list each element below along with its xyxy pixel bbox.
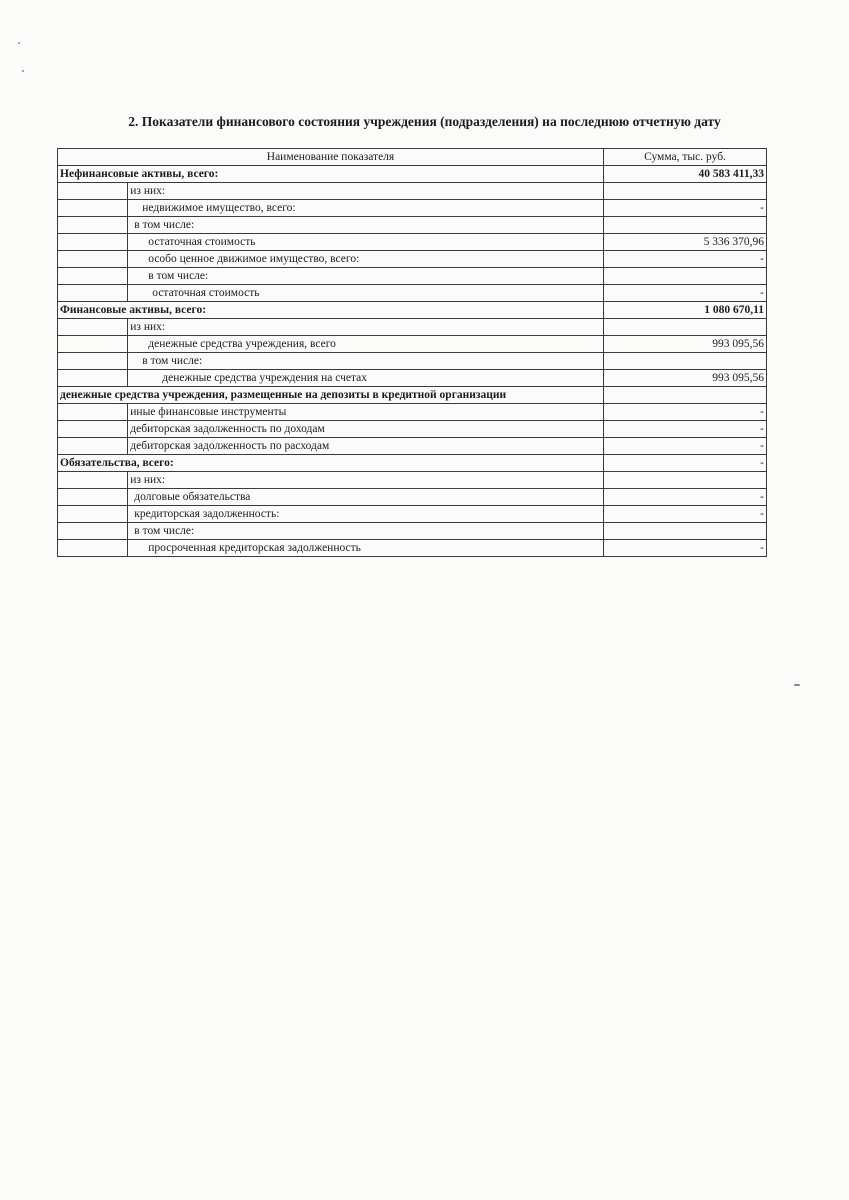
- scan-speck: [794, 684, 800, 686]
- table-row: [58, 183, 767, 200]
- row-value: -: [604, 404, 767, 421]
- table-row: [58, 234, 767, 251]
- row-name: долговые обязательства: [128, 489, 604, 506]
- table-row: [58, 217, 767, 234]
- row-code-cell: [58, 285, 128, 302]
- row-name: из них:: [128, 319, 604, 336]
- table-row: [58, 540, 767, 557]
- row-code-cell: [58, 183, 128, 200]
- table-row: [58, 285, 767, 302]
- row-name: денежные средства учреждения, всего: [128, 336, 604, 353]
- row-code-cell: [58, 421, 128, 438]
- table-row: [58, 489, 767, 506]
- table-row: [58, 506, 767, 523]
- row-name: Нефинансовые активы, всего:: [58, 166, 604, 183]
- row-value: [604, 319, 767, 336]
- row-value: -: [604, 455, 767, 472]
- table-row: [58, 472, 767, 489]
- row-value: 1 080 670,11: [604, 302, 767, 319]
- row-code-cell: [58, 540, 128, 557]
- row-code-cell: [58, 353, 128, 370]
- table-row: [58, 404, 767, 421]
- row-value: -: [604, 421, 767, 438]
- header-sum: Сумма, тыс. руб.: [604, 149, 767, 166]
- row-value: [604, 217, 767, 234]
- row-name: просроченная кредиторская задолженность: [128, 540, 604, 557]
- row-value: -: [604, 438, 767, 455]
- row-name: из них:: [128, 472, 604, 489]
- row-name: в том числе:: [128, 353, 604, 370]
- row-name: денежные средства учреждения на счетах: [128, 370, 604, 387]
- row-name: кредиторская задолженность:: [128, 506, 604, 523]
- row-code-cell: [58, 523, 128, 540]
- row-code-cell: [58, 438, 128, 455]
- row-name: в том числе:: [128, 523, 604, 540]
- row-name: Обязательства, всего:: [58, 455, 604, 472]
- row-value: -: [604, 540, 767, 557]
- table-header-row: [58, 149, 767, 166]
- row-value: -: [604, 285, 767, 302]
- row-value: 993 095,56: [604, 370, 767, 387]
- table-row: [58, 319, 767, 336]
- row-code-cell: [58, 472, 128, 489]
- row-name: в том числе:: [128, 217, 604, 234]
- row-value: -: [604, 251, 767, 268]
- table-row: [58, 421, 767, 438]
- row-value: -: [604, 489, 767, 506]
- row-value: -: [604, 506, 767, 523]
- row-value: [604, 353, 767, 370]
- row-value: 993 095,56: [604, 336, 767, 353]
- page-title: 2. Показатели финансового состояния учреждения (подразделения) на последнюю отчетную дату: [128, 114, 721, 129]
- row-code-cell: [58, 319, 128, 336]
- row-value: [604, 387, 767, 404]
- table-row: [58, 302, 767, 319]
- header-indicator-name: Наименование показателя: [58, 149, 604, 166]
- table-row: [58, 523, 767, 540]
- table-row: [58, 455, 767, 472]
- row-value: 40 583 411,33: [604, 166, 767, 183]
- row-code-cell: [58, 506, 128, 523]
- row-code-cell: [58, 200, 128, 217]
- row-name: денежные средства учреждения, размещенные на депозиты в кредитной организации: [58, 387, 604, 404]
- row-value: 5 336 370,96: [604, 234, 767, 251]
- table-row: [58, 353, 767, 370]
- row-name: остаточная стоимость: [128, 234, 604, 251]
- row-name: недвижимое имущество, всего:: [128, 200, 604, 217]
- row-code-cell: [58, 234, 128, 251]
- row-value: [604, 268, 767, 285]
- row-code-cell: [58, 336, 128, 353]
- table-row: [58, 370, 767, 387]
- row-name: из них:: [128, 183, 604, 200]
- table-row: [58, 336, 767, 353]
- row-value: [604, 472, 767, 489]
- row-name: особо ценное движимое имущество, всего:: [128, 251, 604, 268]
- row-code-cell: [58, 370, 128, 387]
- row-name: дебиторская задолженность по доходам: [128, 421, 604, 438]
- scan-speck: [18, 42, 20, 44]
- row-value: [604, 523, 767, 540]
- table-row: [58, 438, 767, 455]
- table-row: [58, 200, 767, 217]
- table-row: [58, 268, 767, 285]
- table-row: [58, 166, 767, 183]
- scan-speck: [22, 70, 24, 72]
- row-value: -: [604, 200, 767, 217]
- row-code-cell: [58, 404, 128, 421]
- row-code-cell: [58, 251, 128, 268]
- row-name: иные финансовые инструменты: [128, 404, 604, 421]
- table-row: [58, 251, 767, 268]
- row-name: Финансовые активы, всего:: [58, 302, 604, 319]
- table-row: [58, 387, 767, 404]
- financial-indicators-table: [57, 148, 767, 557]
- row-name: остаточная стоимость: [128, 285, 604, 302]
- row-code-cell: [58, 268, 128, 285]
- row-value: [604, 183, 767, 200]
- row-name: в том числе:: [128, 268, 604, 285]
- row-name: дебиторская задолженность по расходам: [128, 438, 604, 455]
- row-code-cell: [58, 217, 128, 234]
- row-code-cell: [58, 489, 128, 506]
